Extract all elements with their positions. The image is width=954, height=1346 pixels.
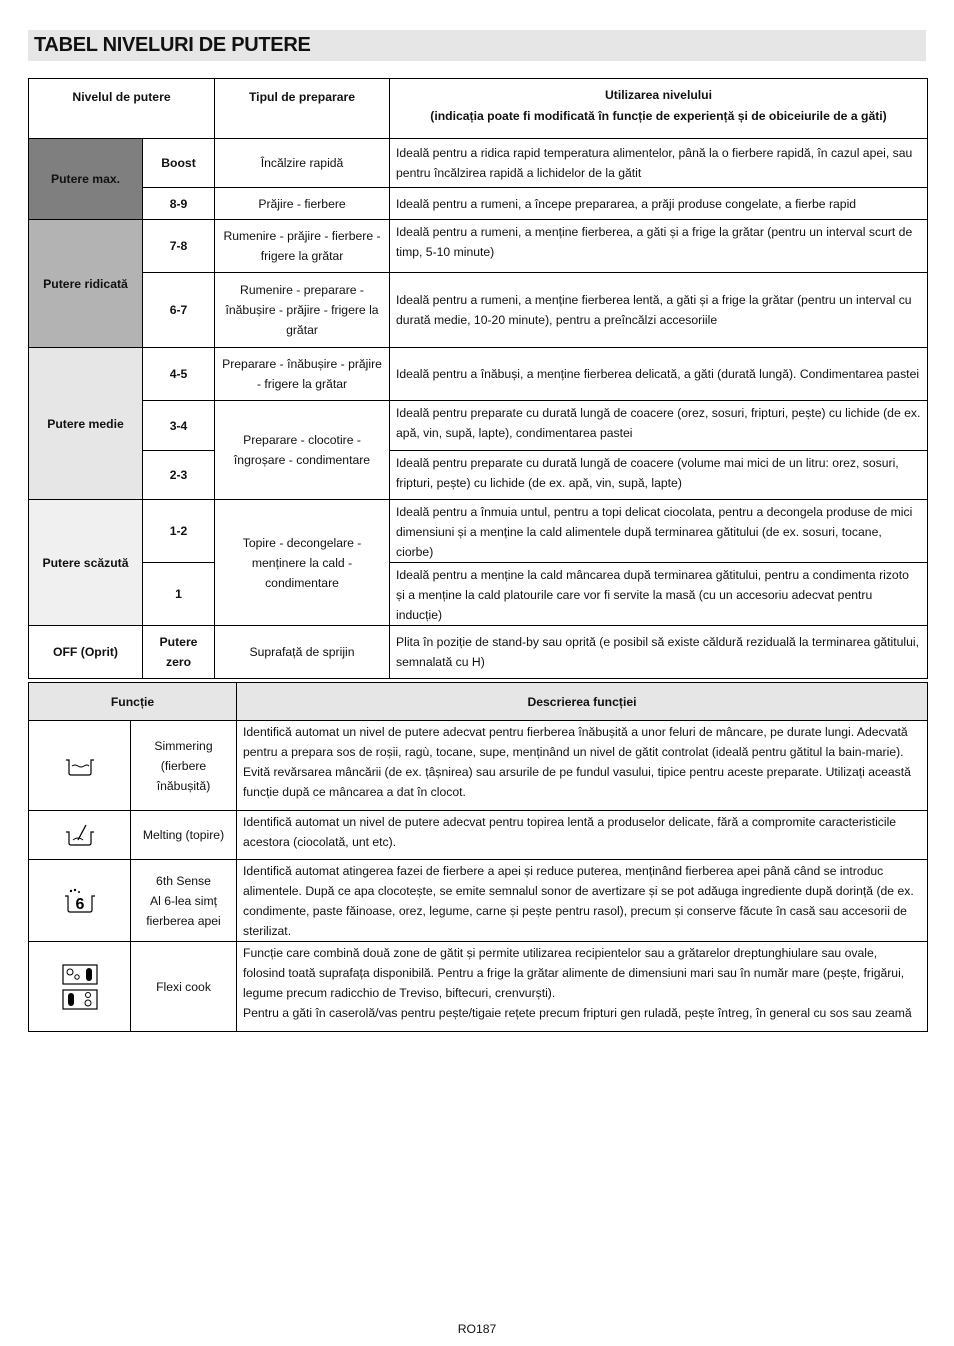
level-value: 6-7: [143, 273, 215, 348]
level-value: 4-5: [143, 348, 215, 401]
preparation-type: Încălzire rapidă: [215, 139, 390, 188]
preparation-type: Preparare - înăbușire - prăjire - frigere la grătar: [215, 348, 390, 401]
level-value: 1-2: [143, 500, 215, 563]
header-function: Funcție: [29, 683, 237, 721]
function-name: Simmering (fierbere înăbușită): [131, 721, 237, 811]
level-usage: Plita în poziție de stand-by sau oprită (e posibil să existe căldură reziduală la terminarea gătitului, semnalată cu H): [390, 626, 928, 679]
table-row: [29, 188, 928, 220]
flexi-cook-icon: [62, 963, 98, 1011]
level-value: 3-4: [143, 401, 215, 451]
level-usage: Ideală pentru a ridica rapid temperatura alimentelor, până la o fierbere rapidă, în cazul apei, sau pentru încălzirea rapidă a lichidelor de la gătit: [390, 139, 928, 188]
sixth-sense-icon: [63, 888, 97, 914]
function-name: Flexi cook: [131, 942, 237, 1032]
preparation-type: Rumenire - prăjire - fierbere - frigere la grătar: [215, 220, 390, 273]
svg-text:6: 6: [75, 895, 84, 913]
level-usage: Ideală pentru preparate cu durată lungă de coacere (volume mai mici de un litru: orez, sosuri, fripturi, pește) cu lichide (de ex. apă, vin, supă, lapte): [390, 451, 928, 500]
level-usage: Ideală pentru a menține la cald mâncarea după terminarea gătitului, pentru a condimenta rizoto și a menține la cald platourile care vor fi servite la masă (cu un accesoriu adecvat pentru inducție): [390, 563, 928, 626]
table-header-row: [29, 683, 928, 721]
preparation-type: Prăjire - fierbere: [215, 188, 390, 220]
group-high-power: Putere ridicată: [29, 220, 143, 348]
function-name: Melting (topire): [131, 811, 237, 860]
function-description: Identifică automat un nivel de putere adecvat pentru topirea lentă a produselor delicate, fără a compromite caracteristicile acestora (ciocolată, unt etc).: [237, 811, 928, 860]
melting-icon: [64, 823, 96, 847]
title-bar: [28, 30, 926, 61]
preparation-type: Preparare - clocotire - îngroșare - condimentare: [215, 401, 390, 500]
table-row: [29, 811, 928, 860]
table-header-row: [29, 79, 928, 139]
power-levels-table: [28, 78, 928, 679]
header-level: Nivelul de putere: [29, 79, 215, 139]
table-row: [29, 626, 928, 679]
header-usage-note: (indicația poate fi modificată în funcție de experiență și de obiceiurile de a găti): [430, 109, 887, 123]
table-row: [29, 451, 928, 500]
table-row: [29, 348, 928, 401]
page-footer: RO187: [457, 1322, 497, 1336]
table-row: [29, 563, 928, 626]
header-type: Tipul de preparare: [215, 79, 390, 139]
level-value: 2-3: [143, 451, 215, 500]
function-icon-cell: [29, 942, 131, 1032]
function-icon-cell: [29, 811, 131, 860]
table-row: [29, 273, 928, 348]
header-usage-title: Utilizarea nivelului: [605, 88, 713, 102]
level-value: 8-9: [143, 188, 215, 220]
function-description: Identifică automat un nivel de putere adecvat pentru fierberea înăbușită a unor feluri de mâncare, pe durate lungi. Adecvată pentru a prepara sos de roșii, ragù, tocane, supe, menținând un nivel de gătit controlat (ideală pentru gătitul la bain-marie). Evită revărsarea mâncării (de ex. țâșnirea) sau arsurile de pe fundul vasului, tipice pentru aceste preparate. Utilizați această funcție după ce mâncarea a dat în clocot.: [237, 721, 928, 811]
level-usage: Ideală pentru a rumeni, a menține fierberea, a găti și a frige la grătar (pentru un interval scurt de timp, 5-10 minute): [390, 220, 928, 273]
level-usage: Ideală pentru preparate cu durată lungă de coacere (orez, sosuri, fripturi, pește) cu lichide (de ex. apă, vin, supă, lapte), condimentarea pastei: [390, 401, 928, 451]
page-title: TABEL NIVELURI DE PUTERE: [34, 34, 311, 56]
level-usage: Ideală pentru a rumeni, a începe prepararea, a prăji produse congelate, a fierbe rapid: [390, 188, 928, 220]
level-value: 7-8: [143, 220, 215, 273]
level-usage: Ideală pentru a rumeni, a menține fierberea lentă, a găti și a frige la grătar (pentru un interval cu durată medie, 10-20 minute), pentru a preîncălzi accesoriile: [390, 273, 928, 348]
function-icon-cell: [29, 860, 131, 942]
preparation-type: Topire - decongelare - menținere la cald - condimentare: [215, 500, 390, 626]
level-usage: Ideală pentru a înăbuși, a menține fierberea delicată, a găti (durată lungă). Condimentarea pastei: [390, 348, 928, 401]
table-row: [29, 942, 928, 1032]
level-usage: Ideală pentru a înmuia untul, pentru a topi delicat ciocolata, pentru a decongela produse de mici dimensiuni și a menține la cald alimentele după terminarea gătitului (de ex. sosuri, tocane, ciorbe): [390, 500, 928, 563]
function-name: 6th Sense Al 6-lea simț fierberea apei: [131, 860, 237, 942]
simmering-icon: [64, 755, 96, 777]
function-description: Funcție care combină două zone de gătit și permite utilizarea recipientelor sau a grătarelor dreptunghiulare sau ovale, folosind toată suprafața disponibilă. Pentru a frige la grătar alimente de dimensiuni mari sau în număr mare (pește, frigărui, legume precum radicchio de Treviso, biftecuri, crenvurști). Pentru a găti în caserolă/vas pentru pește/tigaie rețete precum fripturi gen ruladă, pește întreg, în general cu sos sau zeamă: [237, 942, 928, 1032]
table-row: [29, 500, 928, 563]
level-value: Boost: [143, 139, 215, 188]
group-max-power: Putere max.: [29, 139, 143, 220]
functions-table: [28, 682, 928, 1032]
table-row: [29, 139, 928, 188]
header-description: Descrierea funcției: [237, 683, 928, 721]
table-row: [29, 220, 928, 273]
header-usage: [390, 79, 928, 139]
table-row: [29, 401, 928, 451]
preparation-type: Rumenire - preparare - înăbușire - prăjire - frigere la grătar: [215, 273, 390, 348]
table-row: [29, 860, 928, 942]
function-description: Identifică automat atingerea fazei de fierbere a apei și reduce puterea, menținând fierberea apei până când se introduc alimentele. După ce apa clocotește, se emite semnalul sonor de avertizare și se pot adăuga ingrediente după dorință (de ex. condimente, paste făinoase, orez, legume, carne și pește pentru rasol), precum și conserve făcute în casă sau accesorii de sterilizat.: [237, 860, 928, 942]
level-value: 1: [143, 563, 215, 626]
group-medium-power: Putere medie: [29, 348, 143, 500]
preparation-type: Suprafață de sprijin: [215, 626, 390, 679]
table-row: [29, 721, 928, 811]
function-icon-cell: [29, 721, 131, 811]
level-value: Putere zero: [143, 626, 215, 679]
group-off: OFF (Oprit): [29, 626, 143, 679]
group-low-power: Putere scăzută: [29, 500, 143, 626]
